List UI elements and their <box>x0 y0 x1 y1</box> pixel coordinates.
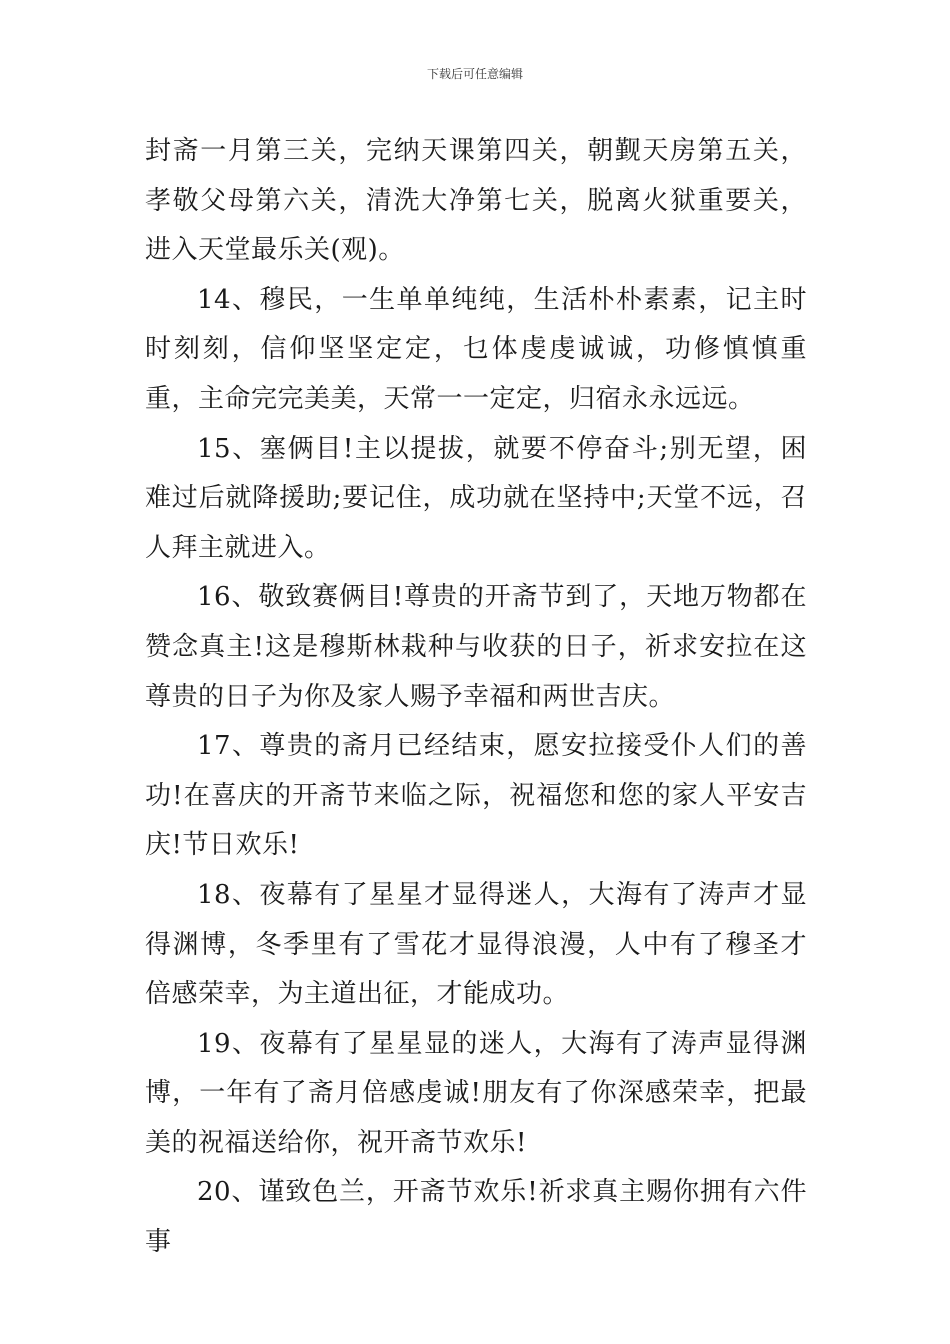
page-header: 下载后可任意编辑 <box>426 67 523 81</box>
paragraph-15: 15、塞俩目!主以提拔，就要不停奋斗;别无望，困难过后就降援助;要记住，成功就在坚持中;天堂不远，召人拜主就进入。 <box>145 433 807 563</box>
paragraph-19: 19、夜幕有了星星显的迷人，大海有了涛声显得渊博，一年有了斋月倍感虔诚!朋友有了你深感荣幸，把最美的祝福送给你，祝开斋节欢乐! <box>145 1028 807 1158</box>
document-body <box>145 127 807 1268</box>
paragraph-20: 20、谨致色兰，开斋节欢乐!祈求真主赐你拥有六件事 <box>145 1177 807 1258</box>
paragraph-14: 14、穆民，一生单单纯纯，生活朴朴素素，记主时时刻刻，信仰坚坚定定，乜体虔虔诚诚，功修慎慎重重，主命完完美美，天常一一定定，归宿永永远远。 <box>145 284 807 414</box>
paragraph-16: 16、敬致赛俩目!尊贵的开斋节到了，天地万物都在赞念真主!这是穆斯林栽种与收获的日子，祈求安拉在这尊贵的日子为你及家人赐予幸福和两世吉庆。 <box>145 582 807 712</box>
paragraph-continued: 封斋一月第三关，完纳天课第四关，朝觐天房第五关，孝敬父母第六关，清洗大净第七关，脱离火狱重要关，进入天堂最乐关(观)。 <box>145 136 807 266</box>
paragraph-18: 18、夜幕有了星星才显得迷人，大海有了涛声才显得渊博，冬季里有了雪花才显得浪漫，人中有了穆圣才倍感荣幸，为主道出征，才能成功。 <box>145 879 807 1010</box>
paragraph-17: 17、尊贵的斋月已经结束，愿安拉接受仆人们的善功!在喜庆的开斋节来临之际，祝福您和您的家人平安吉庆!节日欢乐! <box>145 731 807 861</box>
